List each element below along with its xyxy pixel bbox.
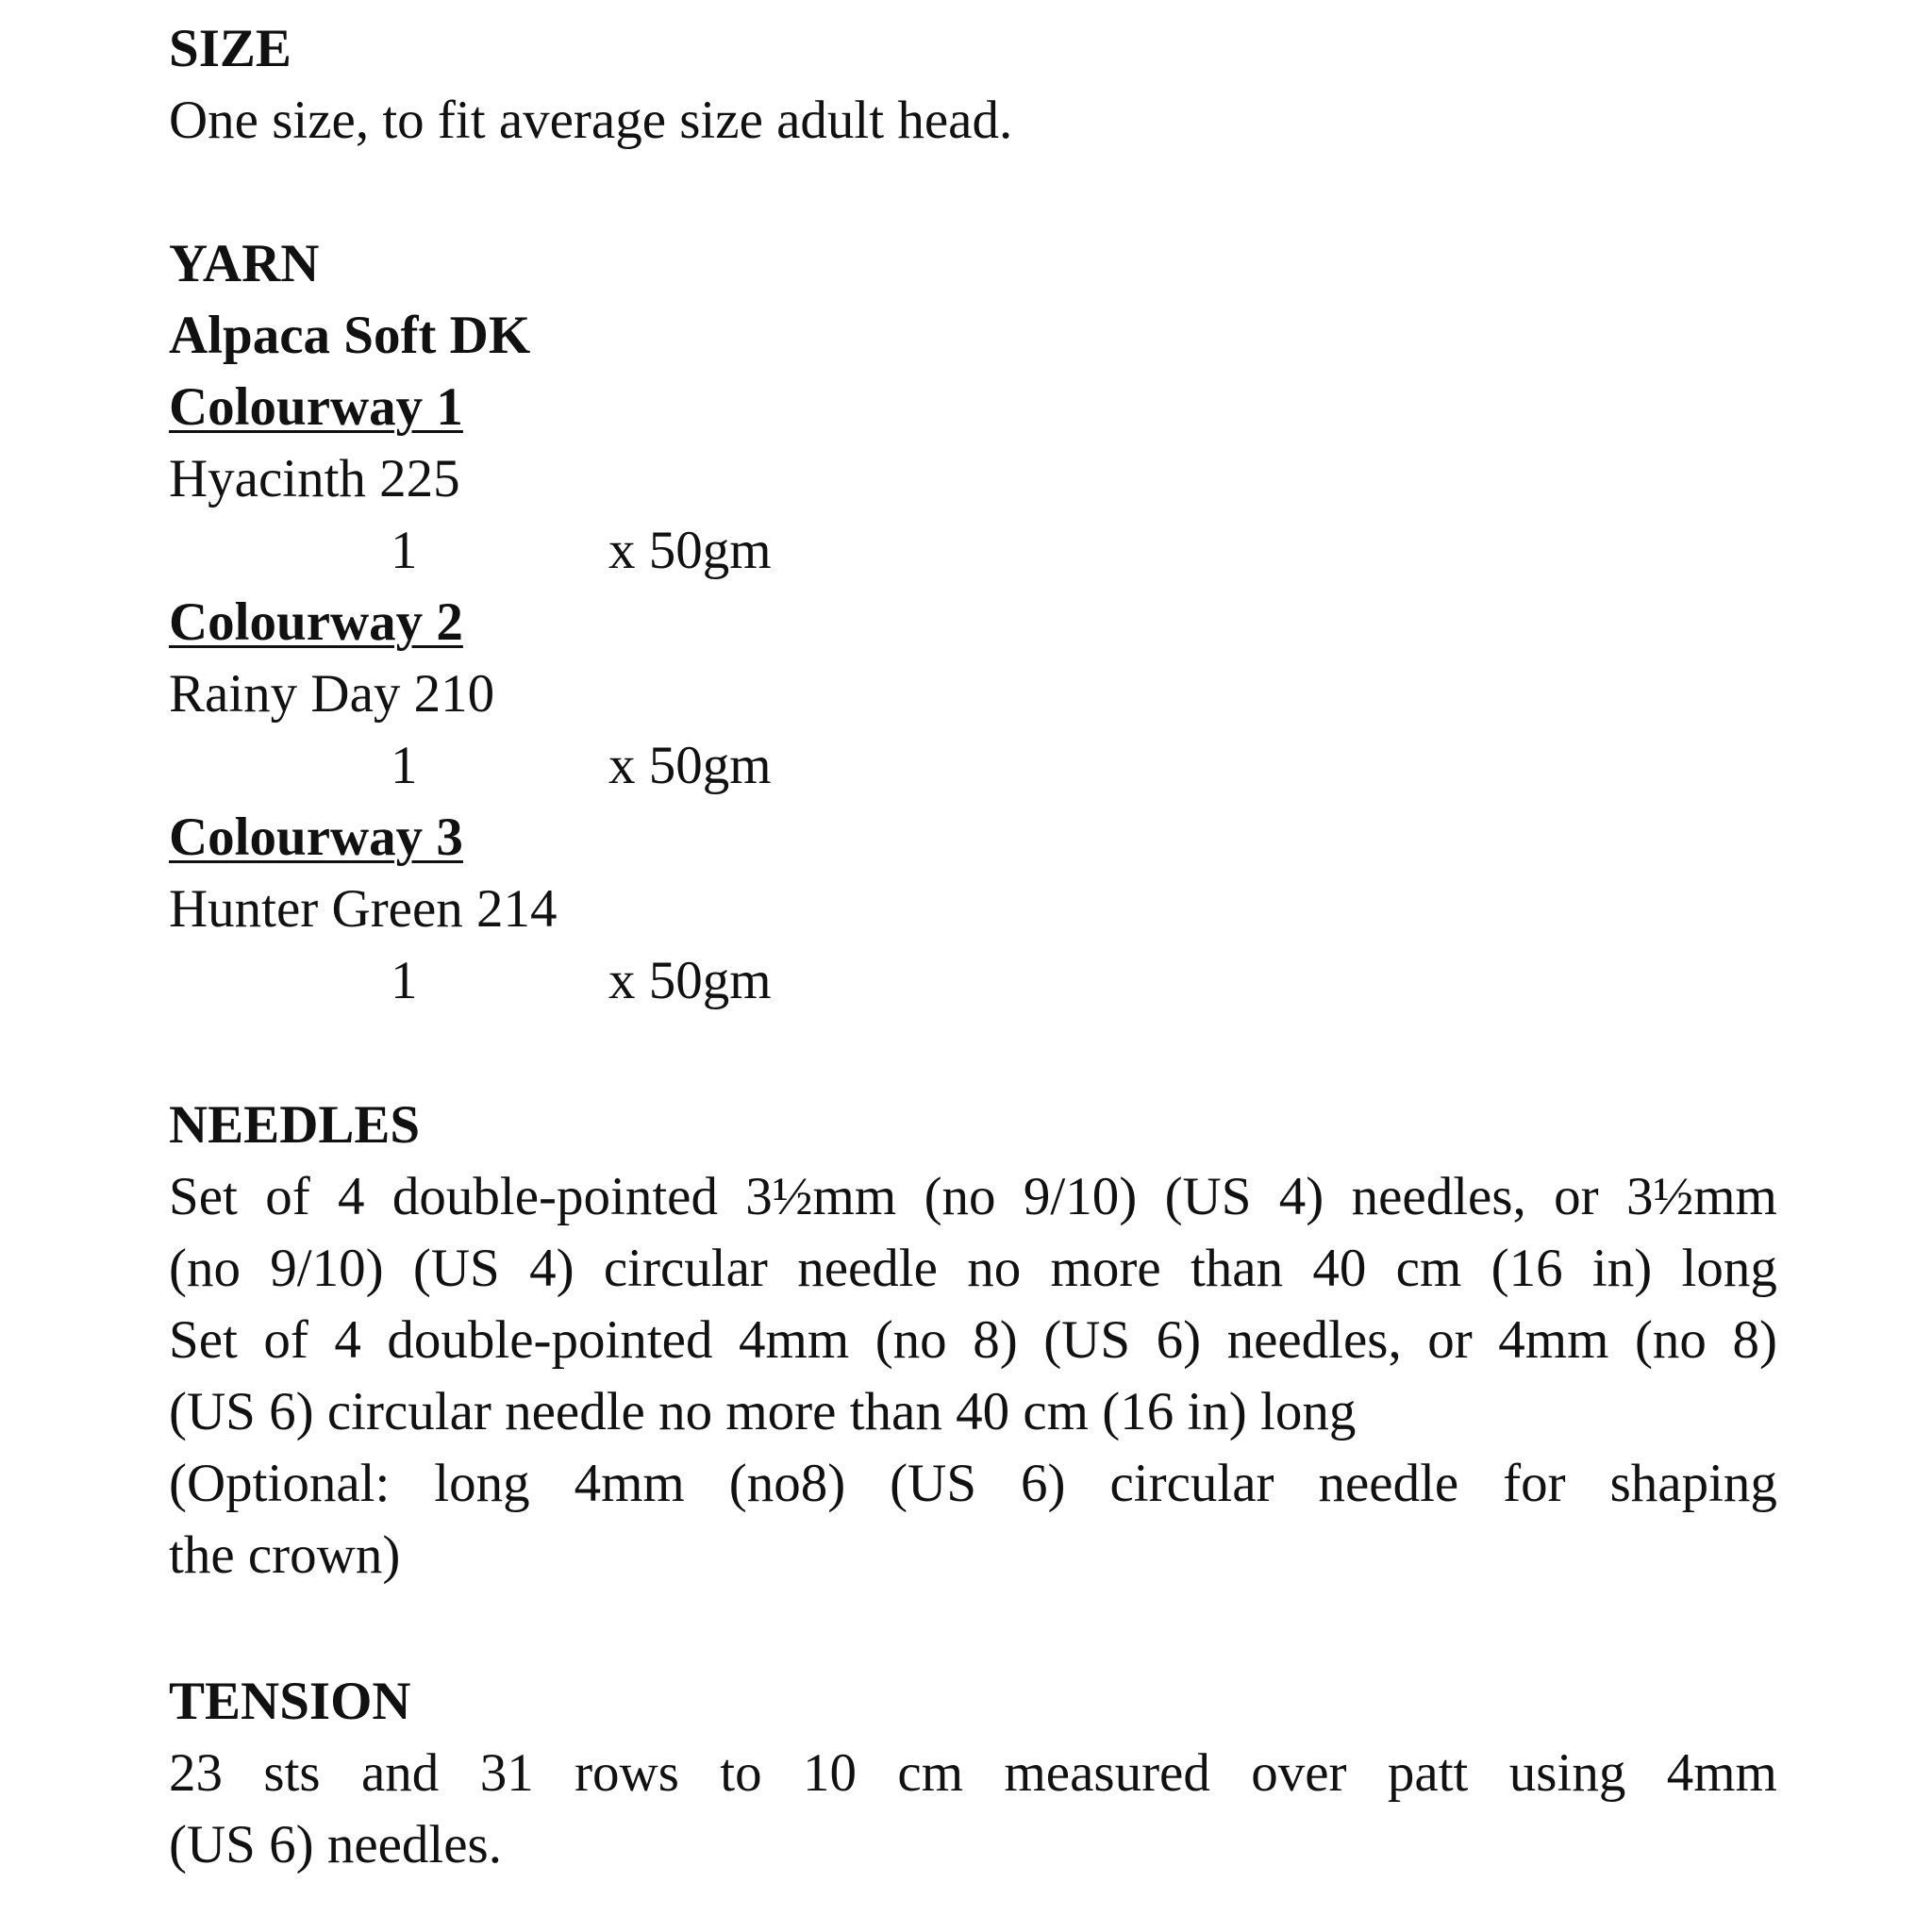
word: 9/10) (1023, 1167, 1138, 1226)
colourway-2-count: 1 (391, 736, 418, 795)
word: measured (1004, 1743, 1210, 1803)
word: (no (169, 1239, 241, 1298)
word: Set (169, 1167, 238, 1226)
word: using (1508, 1743, 1626, 1803)
word: (US (890, 1454, 977, 1513)
colourway-3-unit: x 50gm (608, 951, 772, 1010)
word: rows (575, 1743, 679, 1803)
word: double-pointed (387, 1310, 713, 1370)
yarn-heading: YARN (169, 234, 320, 293)
word: needles, (1226, 1310, 1402, 1370)
word: 10 (803, 1743, 858, 1803)
size-text: One size, to fit average size adult head. (169, 91, 1013, 150)
word: 3½mm (745, 1167, 897, 1226)
colourway-1-shade: Hyacinth 225 (169, 449, 460, 508)
word: circular (603, 1239, 768, 1298)
word: 9/10) (270, 1239, 384, 1298)
colourway-2-shade: Rainy Day 210 (169, 664, 495, 724)
tension-line (169, 1738, 1777, 1809)
word: 8) (1732, 1310, 1777, 1370)
word: (US (1043, 1310, 1131, 1370)
needles-line (169, 1161, 1777, 1233)
word: (no (874, 1310, 947, 1370)
word: to (720, 1743, 762, 1803)
word: 4mm (1498, 1310, 1609, 1370)
word: sts (263, 1743, 321, 1803)
word: 4mm (1666, 1743, 1777, 1803)
word: over (1251, 1743, 1347, 1803)
word: and (360, 1743, 440, 1803)
word: needle (1318, 1454, 1459, 1513)
word: 3½mm (1625, 1167, 1777, 1226)
needles-line: (US 6) circular needle no more than 40 cm (16 in) long (169, 1382, 1357, 1441)
word: 4) (1278, 1167, 1324, 1226)
word: in) (1591, 1239, 1653, 1298)
tension-line: (US 6) needles. (169, 1815, 502, 1874)
needles-line (169, 1305, 1777, 1376)
word: no (967, 1239, 1022, 1298)
word: 4mm (738, 1310, 850, 1370)
word: 40 (1312, 1239, 1367, 1298)
word: cm (1395, 1239, 1462, 1298)
word: shaping (1609, 1454, 1777, 1513)
word: (no8) (728, 1454, 846, 1513)
word: or (1554, 1167, 1599, 1226)
colourway-3-count: 1 (391, 951, 418, 1010)
word: 6) (1156, 1310, 1202, 1370)
word: 4 (334, 1310, 361, 1370)
word: 23 (169, 1743, 223, 1803)
word: (US (412, 1239, 500, 1298)
needles-line (169, 1233, 1777, 1305)
word: (no (1634, 1310, 1707, 1370)
size-heading: SIZE (169, 19, 291, 78)
needles-line: the crown) (169, 1525, 401, 1585)
word: Set (169, 1310, 238, 1370)
word: of (265, 1167, 310, 1226)
word: circular (1109, 1454, 1274, 1513)
word: needles, (1351, 1167, 1526, 1226)
word: long (434, 1454, 530, 1513)
colourway-3-shade: Hunter Green 214 (169, 879, 558, 939)
word: than (1190, 1239, 1284, 1298)
word: cm (897, 1743, 964, 1803)
colourway-2-label: Colourway 2 (169, 592, 463, 652)
colourway-1-label: Colourway 1 (169, 377, 463, 437)
word: 4) (529, 1239, 575, 1298)
colourway-3-label: Colourway 3 (169, 808, 463, 867)
word: more (1050, 1239, 1161, 1298)
word: (US (1164, 1167, 1252, 1226)
needles-heading: NEEDLES (169, 1095, 421, 1155)
word: for (1503, 1454, 1566, 1513)
colourway-1-count: 1 (391, 521, 418, 580)
word: 6) (1021, 1454, 1066, 1513)
word: double-pointed (391, 1167, 718, 1226)
word: 31 (479, 1743, 534, 1803)
word: (Optional: (169, 1454, 391, 1513)
word: (16 (1491, 1239, 1563, 1298)
yarn-name: Alpaca Soft DK (169, 306, 531, 365)
tension-heading: TENSION (169, 1672, 411, 1731)
needles-line (169, 1448, 1777, 1520)
word: 4 (338, 1167, 365, 1226)
colourway-2-unit: x 50gm (608, 736, 772, 795)
word: or (1427, 1310, 1473, 1370)
word: needle (797, 1239, 938, 1298)
word: patt (1387, 1743, 1469, 1803)
word: of (263, 1310, 308, 1370)
word: 8) (973, 1310, 1018, 1370)
colourway-1-unit: x 50gm (608, 521, 772, 580)
word: long (1681, 1239, 1777, 1298)
word: 4mm (574, 1454, 685, 1513)
word: (no (924, 1167, 996, 1226)
